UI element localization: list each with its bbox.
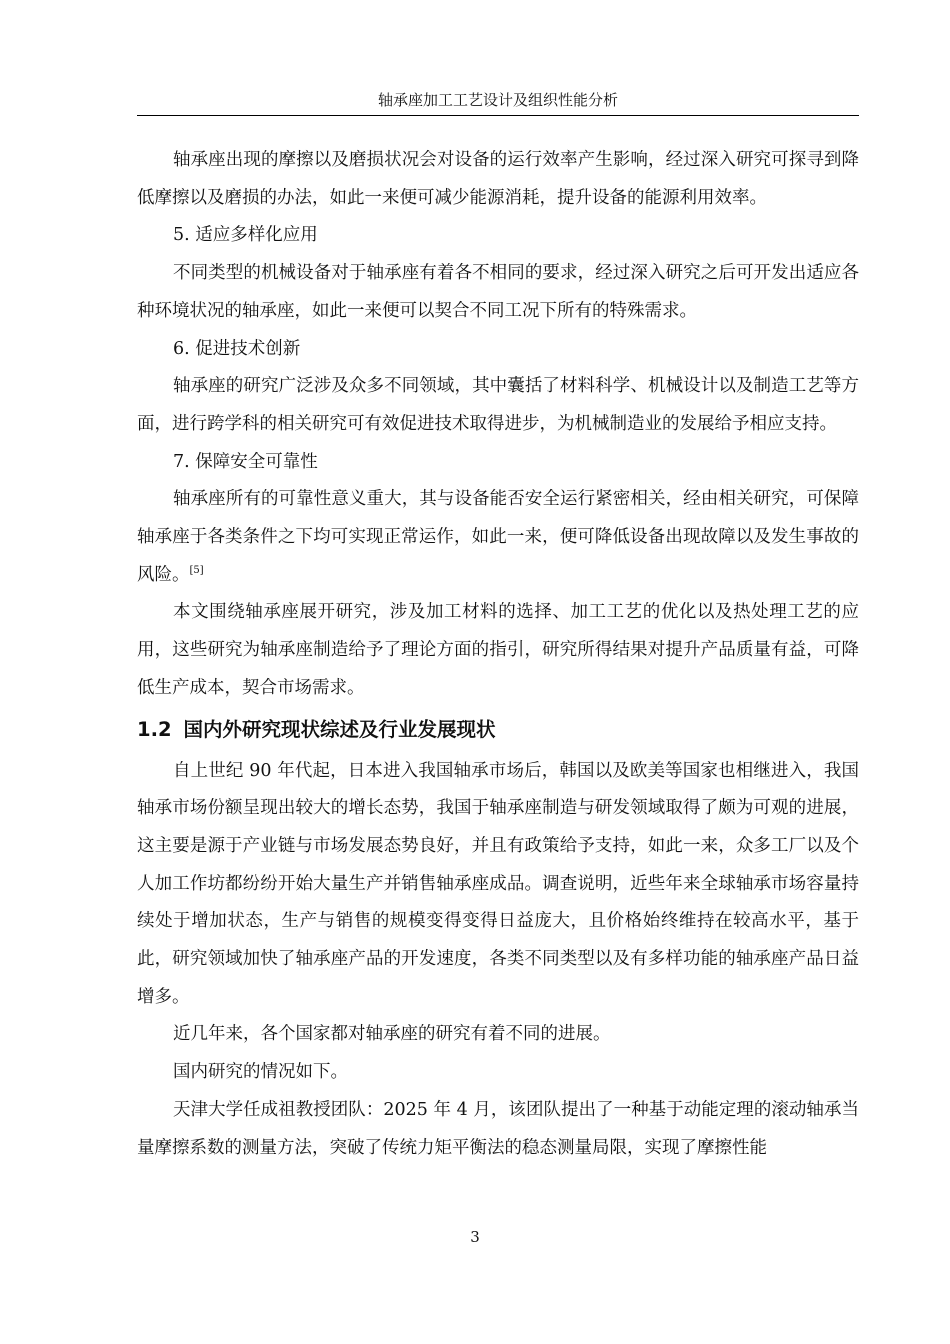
section-heading <box>137 710 859 750</box>
paragraph: 天津大学任成祖教授团队：2025 年 4 月，该团队提出了一种基于动能定理的滚动轴承当量摩擦系数的测量方法，突破了传统力矩平衡法的稳态测量局限，实现了摩擦性能 <box>137 1099 859 1158</box>
section-title: 国内外研究现状综述及行业发展现状 <box>183 717 496 741</box>
list-item: 7. 保障安全可靠性 <box>173 451 318 472</box>
list-item: 6. 促进技术创新 <box>173 338 301 359</box>
paragraph-text: 轴承座所有的可靠性意义重大，其与设备能否安全运行紧密相关，经由相关研究，可保障轴承座于各类条件之下均可实现正常运作，如此一来，便可降低设备出现故障以及发生事故的风险。 <box>137 489 859 585</box>
citation-marker[interactable]: [5] <box>189 564 204 576</box>
paragraph: 本文围绕轴承座展开研究，涉及加工材料的选择、加工工艺的优化以及热处理工艺的应用，这些研究为轴承座制造给予了理论方面的指引，研究所得结果对提升产品质量有益，可降低生产成本，契合市场需求。 <box>137 602 859 698</box>
paragraph: 近几年来，各个国家都对轴承座的研究有着不同的进展。 <box>173 1024 611 1045</box>
paragraph: 国内研究的情况如下。 <box>173 1062 348 1083</box>
header-rule <box>137 115 859 116</box>
paragraph: 自上世纪 90 年代起，日本进入我国轴承市场后，韩国以及欧美等国家也相继进入，我国轴承市场份额呈现出较大的增长态势，我国于轴承座制造与研发领域取得了颇为可观的进展，这主要是源于产业链与市场发展态势良好，并且有政策给予支持，如此一来，众多工厂以及个人加工作坊都纷纷开始大量生产并销售轴承座成品。调查说明，近些年来全球轴承市场容量持续处于增加状态，生产与销售的规模变得变得日益庞大，且价格始终维持在较高水平，基于此，研究领域加快了轴承座产品的开发速度，各类不同类型以及有多样功能的轴承座产品日益增多。 <box>137 760 859 1007</box>
page-number: 3 <box>470 1228 480 1246</box>
paragraph: 轴承座的研究广泛涉及众多不同领域，其中囊括了材料科学、机械设计以及制造工艺等方面，进行跨学科的相关研究可有效促进技术取得进步，为机械制造业的发展给予相应支持。 <box>137 376 859 434</box>
section-number: 1.2 <box>137 717 172 741</box>
paragraph: 不同类型的机械设备对于轴承座有着各不相同的要求，经过深入研究之后可开发出适应各种环境状况的轴承座，如此一来便可以契合不同工况下所有的特殊需求。 <box>137 263 859 321</box>
document-body <box>137 142 859 1167</box>
running-header: 轴承座加工工艺设计及组织性能分析 <box>377 91 618 109</box>
paragraph <box>137 481 859 594</box>
paragraph: 轴承座出现的摩擦以及磨损状况会对设备的运行效率产生影响，经过深入研究可探寻到降低摩擦以及磨损的办法，如此一来便可减少能源消耗，提升设备的能源利用效率。 <box>137 150 859 208</box>
list-item: 5. 适应多样化应用 <box>173 225 318 246</box>
